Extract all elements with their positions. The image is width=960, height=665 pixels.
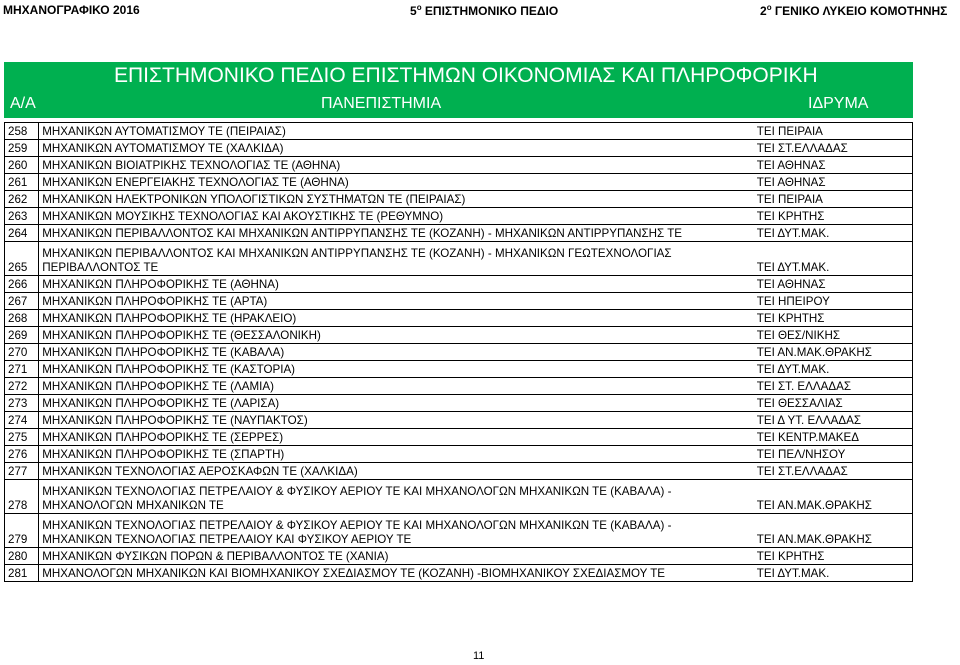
table-row: [5, 123, 913, 140]
row-number: 264: [5, 225, 39, 242]
row-department: [39, 344, 754, 361]
table-row: [5, 395, 913, 412]
department-line-1: ΜΗΧΑΝΙΚΩΝ ΤΕΧΝΟΛΟΓΙΑΣ ΑΕΡΟΣΚΑΦΩΝ ΤΕ (ΧΑΛΚΙΔΑ): [42, 465, 358, 478]
row-department: [39, 412, 754, 429]
row-department: [39, 310, 754, 327]
row-number: 262: [5, 191, 39, 208]
department-line-2: ΜΗΧΑΝΙΚΩΝ ΤΕΧΝΟΛΟΓΙΑΣ ΠΕΤΡΕΛΑΙΟΥ ΚΑΙ ΦΥΣΙΚΟΥ ΑΕΡΙΟΥ ΤΕ: [42, 533, 412, 546]
department-line-1: ΜΗΧΑΝΟΛΟΓΩΝ ΜΗΧΑΝΙΚΩΝ ΚΑΙ ΒΙΟΜΗΧΑΝΙΚΟΥ ΣΧΕΔΙΑΣΜΟΥ ΤΕ (ΚΟΖΑΝΗ) -ΒΙΟΜΗΧΑΝΙΚΟΥ ΣΧΕΔΙΑΣΜΟΥ ΤΕ: [42, 567, 666, 580]
table-row: [5, 225, 913, 242]
page-title: ΕΠΙΣΤΗΜΟΝΙΚΟ ΠΕΔΙΟ ΕΠΙΣΤΗΜΩΝ ΟΙΚΟΝΟΜΙΑΣ ΚΑΙ ΠΛΗΡΟΦΟΡΙΚΗ: [114, 64, 818, 87]
table-row: [5, 429, 913, 446]
table-row: [5, 344, 913, 361]
row-department: [39, 191, 754, 208]
row-institution: ΤΕΙ ΑΘΗΝΑΣ: [754, 174, 913, 191]
departments-table: [4, 122, 913, 582]
department-line-1: ΜΗΧΑΝΙΚΩΝ ΠΛΗΡΟΦΟΡΙΚΗΣ ΤΕ (ΑΘΗΝΑ): [42, 278, 279, 291]
row-department: [39, 225, 754, 242]
row-number: 265: [5, 242, 39, 276]
table-row: [5, 293, 913, 310]
department-line-1: ΜΗΧΑΝΙΚΩΝ ΒΙΟΙΑΤΡΙΚΗΣ ΤΕΧΝΟΛΟΓΙΑΣ ΤΕ (ΑΘΗΝΑ): [42, 159, 341, 172]
row-number: 260: [5, 157, 39, 174]
row-number: 270: [5, 344, 39, 361]
table-row: [5, 361, 913, 378]
row-number: 273: [5, 395, 39, 412]
column-header-institution: ΙΔΡΥΜΑ: [808, 95, 869, 112]
table-row: [5, 157, 913, 174]
row-number: 263: [5, 208, 39, 225]
row-department: [39, 463, 754, 480]
row-department: [39, 242, 754, 276]
department-line-1: ΜΗΧΑΝΙΚΩΝ ΤΕΧΝΟΛΟΓΙΑΣ ΠΕΤΡΕΛΑΙΟΥ & ΦΥΣΙΚΟΥ ΑΕΡΙΟΥ ΤΕ ΚΑΙ ΜΗΧΑΝΟΛΟΓΩΝ ΜΗΧΑΝΙΚΩΝ ΤΕ (ΚΑΒΑΛΑ) -: [42, 519, 672, 532]
table-row: [5, 242, 913, 276]
table-row: [5, 174, 913, 191]
row-number: 271: [5, 361, 39, 378]
table-row: [5, 208, 913, 225]
row-number: 266: [5, 276, 39, 293]
row-department: [39, 395, 754, 412]
row-institution: ΤΕΙ ΗΠΕΙΡΟΥ: [754, 293, 913, 310]
row-number: 269: [5, 327, 39, 344]
column-header-row: [4, 90, 913, 118]
row-department: [39, 140, 754, 157]
table-row: [5, 140, 913, 157]
row-institution: ΤΕΙ ΠΕΙΡΑΙΑ: [754, 123, 913, 140]
row-department: [39, 565, 754, 582]
department-line-1: ΜΗΧΑΝΙΚΩΝ ΑΥΤΟΜΑΤΙΣΜΟΥ ΤΕ (ΠΕΙΡΑΙΑΣ): [42, 125, 286, 138]
table-row: [5, 310, 913, 327]
row-institution: ΤΕΙ ΣΤ. ΕΛΛΑΔΑΣ: [754, 378, 913, 395]
department-line-1: ΜΗΧΑΝΙΚΩΝ ΜΟΥΣΙΚΗΣ ΤΕΧΝΟΛΟΓΙΑΣ ΚΑΙ ΑΚΟΥΣΤΙΚΗΣ ΤΕ (ΡΕΘΥΜΝΟ): [42, 210, 444, 223]
title-banner: [4, 62, 913, 90]
row-institution: ΤΕΙ ΘΕΣΣΑΛΙΑΣ: [754, 395, 913, 412]
row-institution: ΤΕΙ ΚΡΗΤΗΣ: [754, 548, 913, 565]
table-row: [5, 565, 913, 582]
table-row: [5, 412, 913, 429]
department-line-1: ΜΗΧΑΝΙΚΩΝ ΑΥΤΟΜΑΤΙΣΜΟΥ ΤΕ (ΧΑΛΚΙΔΑ): [42, 142, 284, 155]
row-department: [39, 361, 754, 378]
department-line-1: ΜΗΧΑΝΙΚΩΝ ΠΛΗΡΟΦΟΡΙΚΗΣ ΤΕ (ΣΠΑΡΤΗ): [42, 448, 285, 461]
row-department: [39, 123, 754, 140]
row-institution: ΤΕΙ ΠΕΛ/ΝΗΣΟΥ: [754, 446, 913, 463]
department-line-1: ΜΗΧΑΝΙΚΩΝ ΠΕΡΙΒΑΛΛΟΝΤΟΣ ΚΑΙ ΜΗΧΑΝΙΚΩΝ ΑΝΤΙΡΡΥΠΑΝΣΗΣ ΤΕ (ΚΟΖΑΝΗ) - ΜΗΧΑΝΙΚΩΝ ΑΝΤΙΡΡΥΠΑΝΣΗΣ ΤΕ: [42, 227, 683, 240]
header-school-ordinal: ο: [766, 3, 772, 12]
department-line-1: ΜΗΧΑΝΙΚΩΝ ΠΛΗΡΟΦΟΡΙΚΗΣ ΤΕ (ΣΕΡΡΕΣ): [42, 431, 284, 444]
table-row: [5, 378, 913, 395]
department-line-2: ΠΕΡΙΒΑΛΛΟΝΤΟΣ ΤΕ: [42, 261, 159, 274]
row-department: [39, 276, 754, 293]
row-institution: ΤΕΙ ΑΘΗΝΑΣ: [754, 157, 913, 174]
row-department: [39, 548, 754, 565]
row-number: 277: [5, 463, 39, 480]
header-field-number: 5: [410, 4, 417, 18]
row-department: [39, 514, 754, 548]
row-number: 274: [5, 412, 39, 429]
header-left: ΜΗΧΑΝΟΓΡΑΦΙΚΟ 2016: [3, 3, 140, 17]
row-institution: ΤΕΙ ΚΡΗΤΗΣ: [754, 310, 913, 327]
header-school-text: ΓΕΝΙΚΟ ΛΥΚΕΙΟ ΚΟΜΟΤΗΝΗΣ: [771, 4, 948, 18]
table-row: [5, 276, 913, 293]
page-number: 11: [473, 650, 485, 662]
header-field-text: ΕΠΙΣΤΗΜΟΝΙΚΟ ΠΕΔΙΟ: [421, 4, 559, 18]
department-line-1: ΜΗΧΑΝΙΚΩΝ ΠΛΗΡΟΦΟΡΙΚΗΣ ΤΕ (ΘΕΣΣΑΛΟΝΙΚΗ): [42, 329, 321, 342]
row-department: [39, 429, 754, 446]
row-number: 259: [5, 140, 39, 157]
row-institution: ΤΕΙ ΑΘΗΝΑΣ: [754, 276, 913, 293]
row-number: 278: [5, 480, 39, 514]
row-number: 267: [5, 293, 39, 310]
row-department: [39, 480, 754, 514]
department-line-1: ΜΗΧΑΝΙΚΩΝ ΠΛΗΡΟΦΟΡΙΚΗΣ ΤΕ (ΚΑΒΑΛΑ): [42, 346, 285, 359]
header-school: [760, 3, 947, 19]
row-number: 280: [5, 548, 39, 565]
department-line-1: ΜΗΧΑΝΙΚΩΝ ΤΕΧΝΟΛΟΓΙΑΣ ΠΕΤΡΕΛΑΙΟΥ & ΦΥΣΙΚΟΥ ΑΕΡΙΟΥ ΤΕ ΚΑΙ ΜΗΧΑΝΟΛΟΓΩΝ ΜΗΧΑΝΙΚΩΝ ΤΕ (ΚΑΒΑΛΑ) -: [42, 485, 672, 498]
row-number: 272: [5, 378, 39, 395]
department-line-1: ΜΗΧΑΝΙΚΩΝ ΠΛΗΡΟΦΟΡΙΚΗΣ ΤΕ (ΑΡΤΑ): [42, 295, 268, 308]
department-line-1: ΜΗΧΑΝΙΚΩΝ ΦΥΣΙΚΩΝ ΠΟΡΩΝ & ΠΕΡΙΒΑΛΛΟΝΤΟΣ ΤΕ (ΧΑΝΙΑ): [42, 550, 389, 563]
department-line-1: ΜΗΧΑΝΙΚΩΝ ΠΛΗΡΟΦΟΡΙΚΗΣ ΤΕ (ΛΑΜΙΑ): [42, 380, 274, 393]
row-number: 258: [5, 123, 39, 140]
row-institution: ΤΕΙ ΔΥΤ.ΜΑΚ.: [754, 361, 913, 378]
row-department: [39, 446, 754, 463]
row-department: [39, 378, 754, 395]
row-number: 268: [5, 310, 39, 327]
row-institution: ΤΕΙ ΣΤ.ΕΛΛΑΔΑΣ: [754, 463, 913, 480]
row-department: [39, 293, 754, 310]
header-school-number: 2: [760, 4, 767, 18]
row-department: [39, 327, 754, 344]
department-line-1: ΜΗΧΑΝΙΚΩΝ ΕΝΕΡΓΕΙΑΚΗΣ ΤΕΧΝΟΛΟΓΙΑΣ ΤΕ (ΑΘΗΝΑ): [42, 176, 349, 189]
row-department: [39, 208, 754, 225]
column-header-university: ΠΑΝΕΠΙΣΤΗΜΙΑ: [321, 95, 442, 112]
table-row: [5, 463, 913, 480]
row-institution: ΤΕΙ ΚΕΝΤΡ.ΜΑΚΕΔ: [754, 429, 913, 446]
row-institution: ΤΕΙ ΑΝ.ΜΑΚ.ΘΡΑΚΗΣ: [754, 514, 913, 548]
department-line-1: ΜΗΧΑΝΙΚΩΝ ΗΛΕΚΤΡΟΝΙΚΩΝ ΥΠΟΛΟΓΙΣΤΙΚΩΝ ΣΥΣΤΗΜΑΤΩΝ ΤΕ (ΠΕΙΡΑΙΑΣ): [42, 193, 466, 206]
row-institution: ΤΕΙ ΠΕΙΡΑΙΑ: [754, 191, 913, 208]
row-number: 281: [5, 565, 39, 582]
column-header-aa: Α/Α: [10, 95, 36, 112]
table-row: [5, 480, 913, 514]
header-field: [410, 3, 558, 19]
department-line-1: ΜΗΧΑΝΙΚΩΝ ΠΕΡΙΒΑΛΛΟΝΤΟΣ ΚΑΙ ΜΗΧΑΝΙΚΩΝ ΑΝΤΙΡΡΥΠΑΝΣΗΣ ΤΕ (ΚΟΖΑΝΗ) - ΜΗΧΑΝΙΚΩΝ ΓΕΩΤΕΧΝΟΛΟΓΙΑΣ: [42, 247, 672, 260]
row-institution: ΤΕΙ ΔΥΤ.ΜΑΚ.: [754, 565, 913, 582]
department-line-1: ΜΗΧΑΝΙΚΩΝ ΠΛΗΡΟΦΟΡΙΚΗΣ ΤΕ (ΚΑΣΤΟΡΙΑ): [42, 363, 296, 376]
table-row: [5, 514, 913, 548]
department-line-2: ΜΗΧΑΝΟΛΟΓΩΝ ΜΗΧΑΝΙΚΩΝ ΤΕ: [42, 499, 224, 512]
row-department: [39, 174, 754, 191]
department-line-1: ΜΗΧΑΝΙΚΩΝ ΠΛΗΡΟΦΟΡΙΚΗΣ ΤΕ (ΛΑΡΙΣΑ): [42, 397, 280, 410]
row-institution: ΤΕΙ ΑΝ.ΜΑΚ.ΘΡΑΚΗΣ: [754, 480, 913, 514]
row-institution: ΤΕΙ Δ ΥΤ. ΕΛΛΑΔΑΣ: [754, 412, 913, 429]
department-line-1: ΜΗΧΑΝΙΚΩΝ ΠΛΗΡΟΦΟΡΙΚΗΣ ΤΕ (ΗΡΑΚΛΕΙΟ): [42, 312, 297, 325]
row-institution: ΤΕΙ ΣΤ.ΕΛΛΑΔΑΣ: [754, 140, 913, 157]
row-department: [39, 157, 754, 174]
table-row: [5, 327, 913, 344]
row-institution: ΤΕΙ ΔΥΤ.ΜΑΚ.: [754, 225, 913, 242]
row-institution: ΤΕΙ ΘΕΣ/ΝΙΚΗΣ: [754, 327, 913, 344]
table-row: [5, 548, 913, 565]
department-line-1: ΜΗΧΑΝΙΚΩΝ ΠΛΗΡΟΦΟΡΙΚΗΣ ΤΕ (ΝΑΥΠΑΚΤΟΣ): [42, 414, 308, 427]
row-institution: ΤΕΙ ΚΡΗΤΗΣ: [754, 208, 913, 225]
row-number: 261: [5, 174, 39, 191]
row-number: 275: [5, 429, 39, 446]
table-row: [5, 446, 913, 463]
header-field-ordinal: ο: [416, 3, 422, 12]
row-institution: ΤΕΙ ΑΝ.ΜΑΚ.ΘΡΑΚΗΣ: [754, 344, 913, 361]
row-institution: ΤΕΙ ΔΥΤ.ΜΑΚ.: [754, 242, 913, 276]
row-number: 279: [5, 514, 39, 548]
table-row: [5, 191, 913, 208]
row-number: 276: [5, 446, 39, 463]
